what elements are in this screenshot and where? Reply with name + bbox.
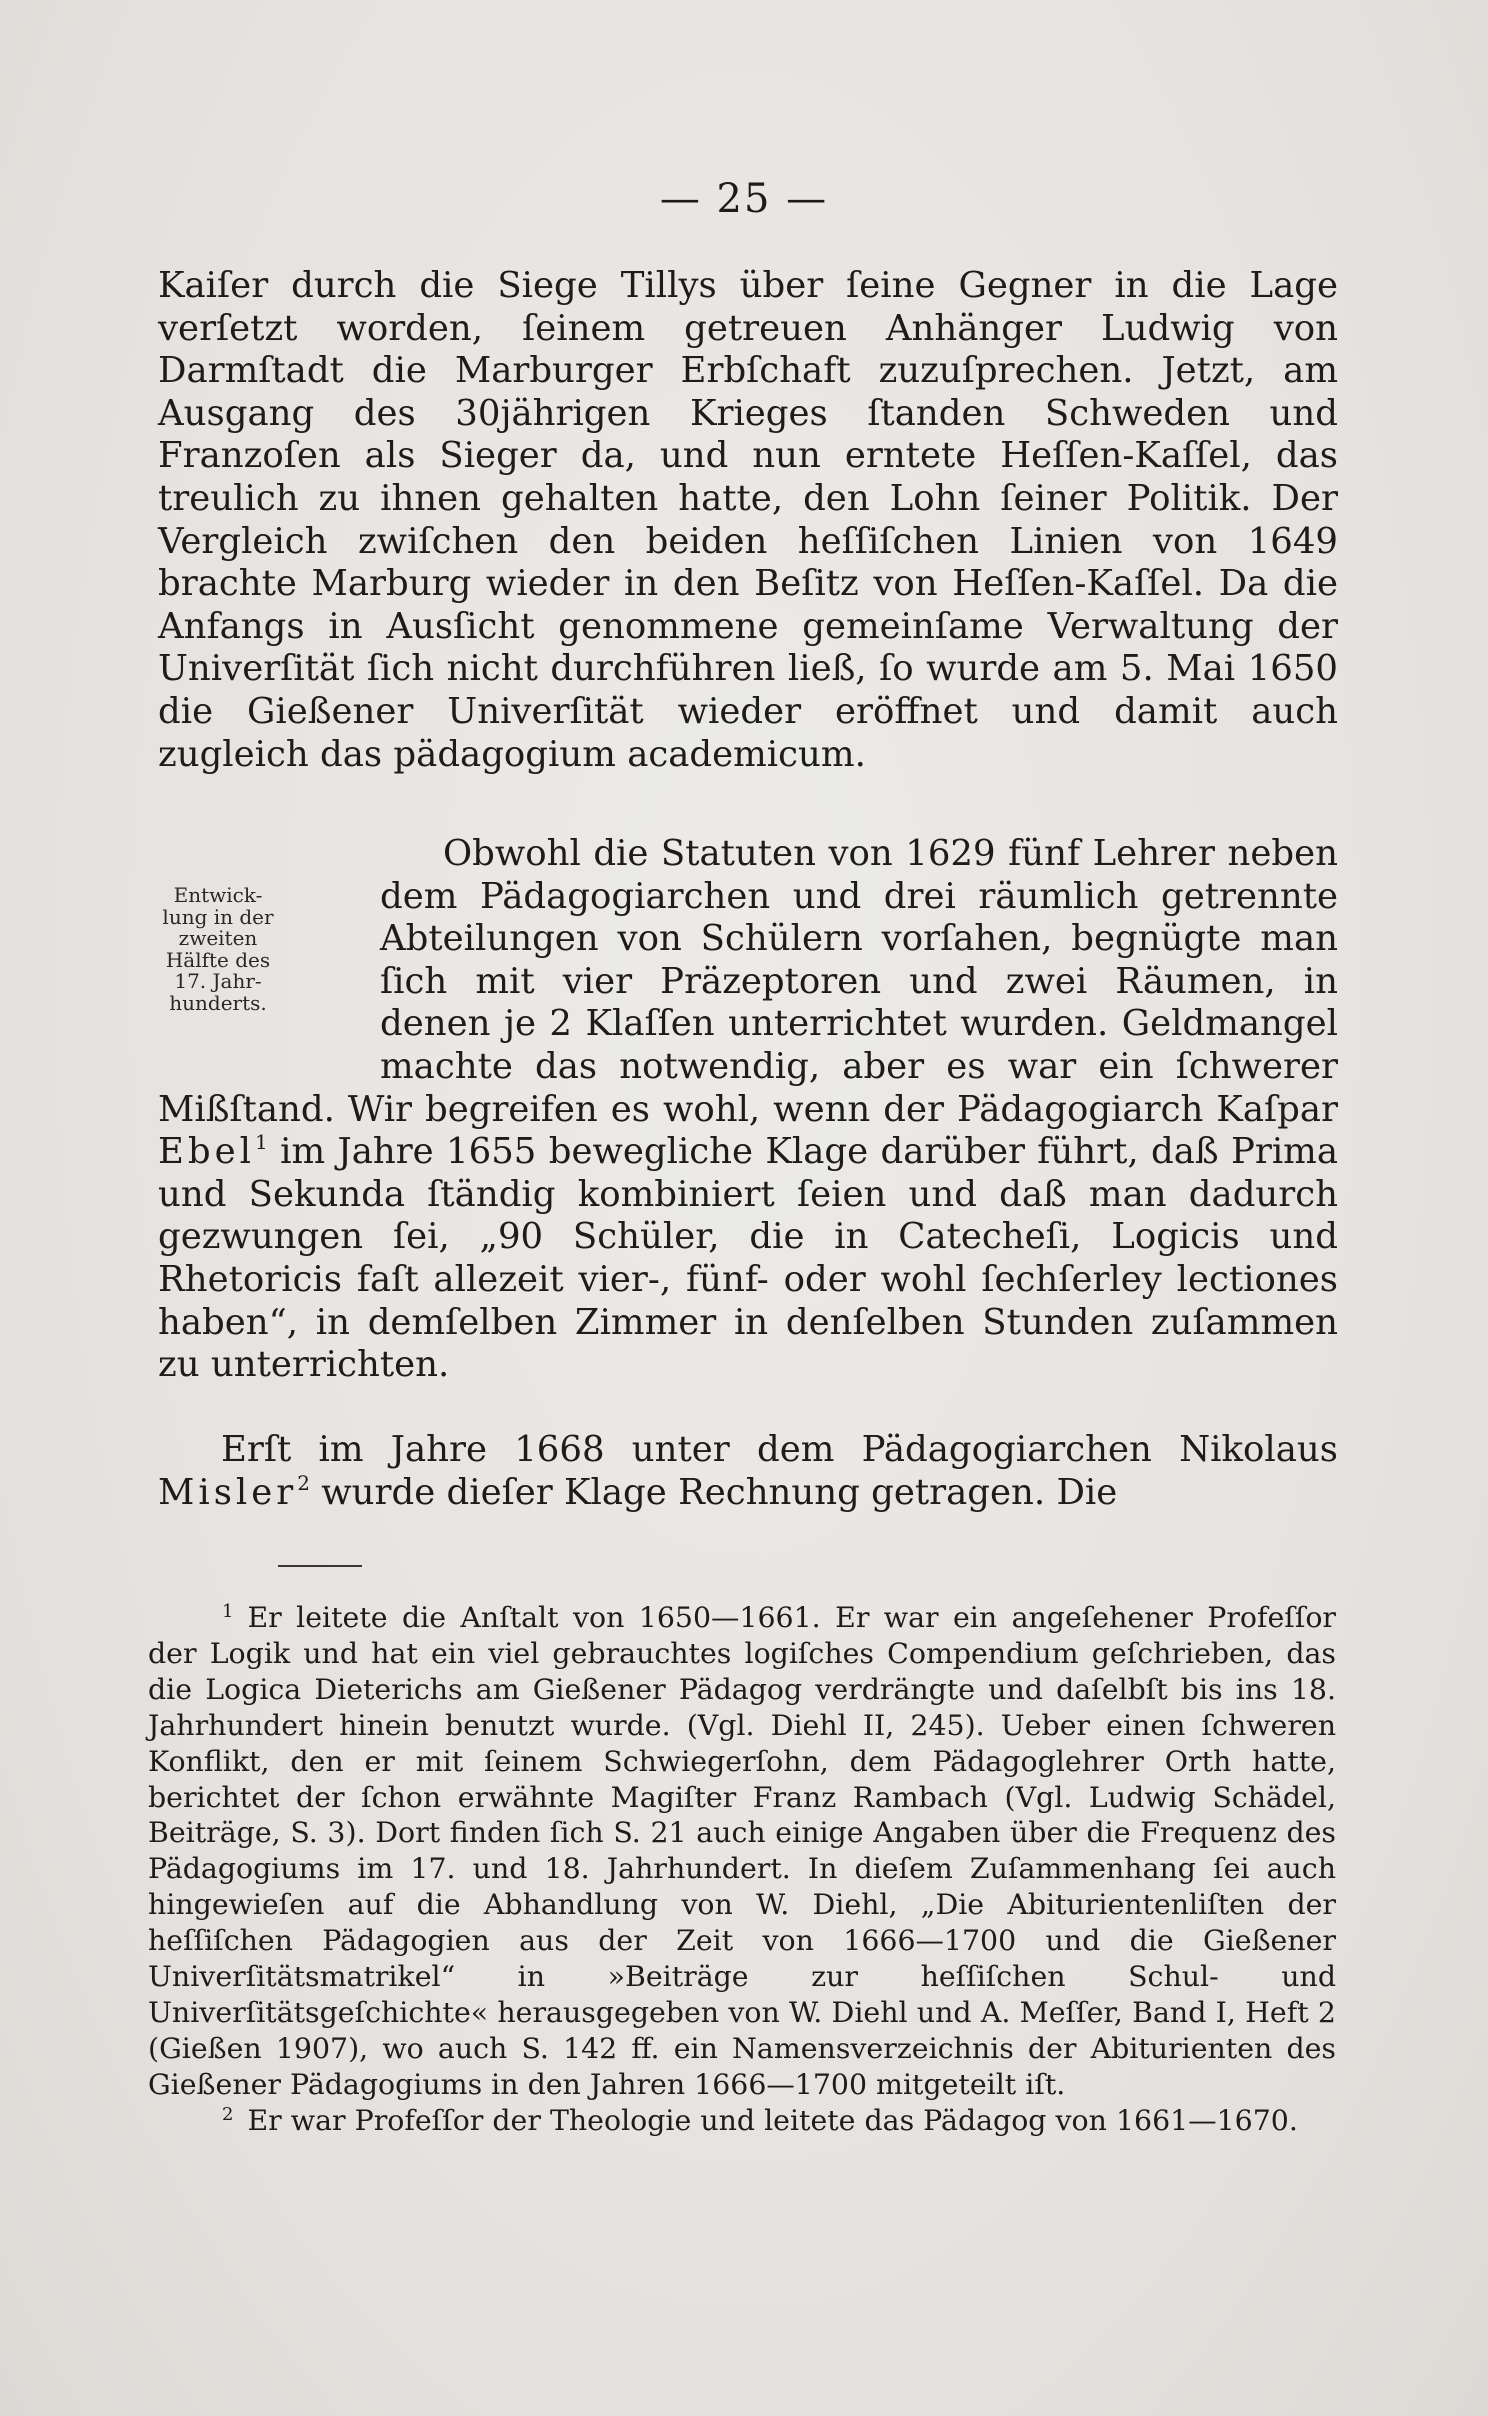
margin-note-line: hunderts. [169,990,267,1015]
margin-note-line: Entwick- [173,883,263,907]
margin-note-line: lung in der [162,904,274,929]
paragraph-3-part-b: wurde dieſer Klage Rechnung getragen. Die [310,1471,1118,1513]
footnote-1 [148,1600,1336,2103]
person-name-ebel: Ebel [158,1131,256,1173]
footnote-2 [148,2103,1336,2139]
main-text-block-3 [158,1429,1338,1514]
footnote-divider [278,1565,362,1567]
margin-note-line: 17. Jahr- [174,969,262,993]
margin-note-line: Hälfte des [165,947,271,972]
paragraph-2-part-a: Obwohl die Statuten von 1629 fünf Lehrer neben dem Pädagogiarchen und drei räumlich getrennte Abteilungen von Schülern vorſahen, begnügte man ſich mit vier Präzeptoren und zwei Räumen, in denen je 2 Klaſſen unterrichtet wurden. Geldmangel machte das notwendig, aber es war ein ſchwerer Mißſtand. Wir begreifen es wohl, wenn der Pädagogiarch Kaſpar [158,833,1338,1130]
footnote-ref-1[interactable]: 1 [255,1130,268,1155]
paragraph-2-part-b: im Jahre 1655 bewegliche Klage darüber führt, daß Prima und Sekunda ſtändig kombiniert ſeien und daß man dadurch gezwungen ſei, „90 Schüler, die in Catecheſi, Logicis und Rhetoricis faſt allezeit vier-, fünf- oder wohl ſechſerley lectiones haben“, in demſelben Zimmer in denſelben Stunden zuſammen zu unterrichten. [158,1131,1338,1386]
footnote-mark-1: 1 [222,1601,234,1622]
footnote-1-text: Er leitete die Anſtalt von 1650—1661. Er war ein angeſehener Profeſſor der Logik und hat ein viel gebrauchtes logiſches Compendium geſchrieben, das die Logica Dieterichs am Gießener Pädagog verdrängte und daſelbſt bis ins 18. Jahrhundert hinein benutzt wurde. (Vgl. Diehl II, 245). Ueber einen ſchweren Konflikt, den er mit ſeinem Schwiegerſohn, dem Pädagoglehrer Orth hatte, berichtet der ſchon erwähnte Magiſter Franz Rambach (Vgl. Ludwig Schädel, Beiträge, S. 3). Dort finden ſich S. 21 auch einige Angaben über die Frequenz des Pädagogiums im 17. und 18. Jahrhundert. In dieſem Zuſammenhang ſei auch hingewieſen auf die Abhandlung von W. Diehl, „Die Abiturientenliſten der heſſiſchen Pädagogien aus der Zeit von 1666—1700 und die Gießener Univerſitätsmatrikel“ in »Beiträge zur heſſiſchen Schul- und Univerſitätsgeſchichte« herausgegeben von W. Diehl und A. Meſſer, Band I, Heft 2 (Gießen 1907), wo auch S. 142 ff. ein Namensverzeichnis der Abiturienten des Gießener Pädagogiums in den Jahren 1666—1700 mitgeteilt iſt. [148,1601,1336,2101]
page-number: — 25 — [659,176,829,222]
main-text-block-1 [158,265,1338,776]
paragraph-3-part-a: Erſt im Jahre 1668 unter dem Pädagogiarchen Nikolaus [221,1429,1338,1470]
paragraph-1: Kaiſer durch die Siege Tillys über ſeine Gegner in die Lage verſetzt worden, ſeinem getreuen Anhänger Ludwig von Darmſtadt die Marburger Erbſchaft zuzuſprechen. Jetzt, am Ausgang des 30jährigen Krieges ſtanden Schweden und Franzoſen als Sieger da, und nun erntete Heſſen-Kaſſel, das treulich zu ihnen gehalten hatte, den Lohn ſeiner Politik. Der Vergleich zwiſchen den beiden heſſiſchen Linien von 1649 brachte Marburg wieder in den Beſitz von Heſſen-Kaſſel. Da die Anfangs in Ausſicht genommene gemeinſame Verwaltung der Univerſität ſich nicht durchführen ließ, ſo wurde am 5. Mai 1650 die Gießener Univerſität wieder eröffnet und damit auch zugleich das pädagogium academicum. [158,265,1338,775]
footnote-2-text: Er war Profeſſor der Theologie und leitete das Pädagog von 1661—1670. [247,2103,1298,2137]
footnote-ref-2[interactable]: 2 [297,1470,310,1495]
margin-note-space [158,875,380,1085]
main-text-block-2 [158,833,1338,1387]
footnote-mark-2: 2 [222,2103,234,2125]
person-name-misler: Misler [158,1471,298,1513]
footnotes-section [148,1600,1336,2139]
paragraph-3 [158,1429,1338,1514]
margin-note-line: zweiten [178,926,258,950]
